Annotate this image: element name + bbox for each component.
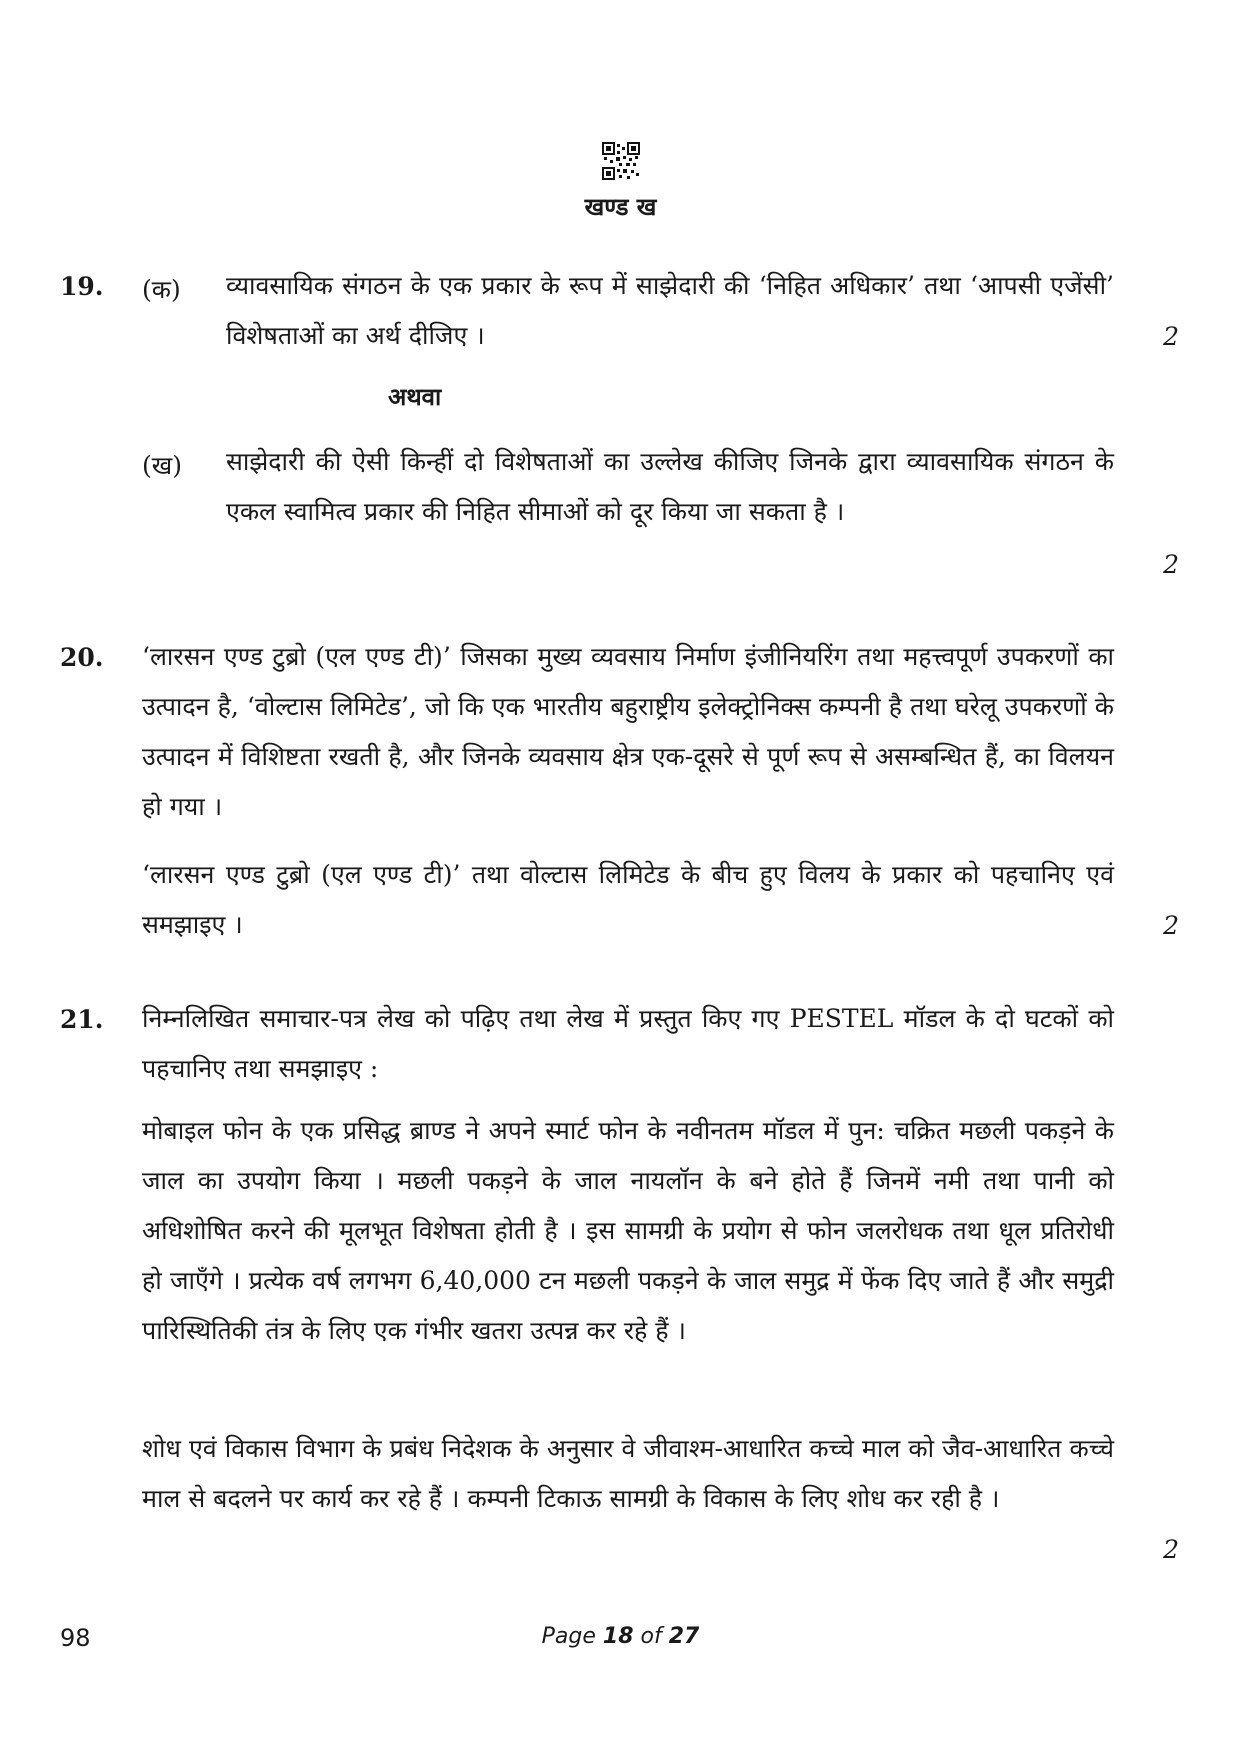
question-19-part-a-label: (क) xyxy=(142,275,181,304)
question-19-part-b-marks: 2 xyxy=(1163,550,1179,579)
question-21-intro: निम्नलिखित समाचार-पत्र लेख को पढ़िए तथा लेख में प्रस्तुत किए गए PESTEL मॉडल के दो घटकों को पहचानिए तथा समझाइए : xyxy=(142,1004,1114,1083)
question-19-part-b-text: साझेदारी की ऐसी किन्हीं दो विशेषताओं का उल्लेख कीजिए जिनके द्वारा व्यावसायिक संगठन के एकल स्वामित्व प्रकार की निहित सीमाओं को दूर किया जा सकता है । xyxy=(226,447,1114,526)
qr-code-icon xyxy=(602,142,640,180)
question-20-marks: 2 xyxy=(1163,911,1179,940)
question-21-article-paragraph-1: मोबाइल फोन के एक प्रसिद्ध ब्राण्ड ने अपने स्मार्ट फोन के नवीनतम मॉडल में पुन: चक्रित मछली पकड़ने के जाल का उपयोग किया । मछली पकड़ने के जाल नायलॉन के बने होते हैं जिनमें नमी तथा पानी को अधिशोषित करने की मूलभूत विशेषता होती है । इस सामग्री के प्रयोग से फोन जलरोधक तथा धूल प्रतिरोधी हो जाएँगे । प्रत्येक वर्ष लगभग 6,40,000 टन मछली पकड़ने के जाल समुद्र में फेंक दिए जाते हैं और समुद्री पारिस्थितिकी तंत्र के लिए एक गंभीर खतरा उत्पन्न कर रहे हैं । xyxy=(142,1116,1114,1345)
question-21-number: 21. xyxy=(60,1005,104,1034)
page-of: of xyxy=(640,1624,662,1649)
question-20-number: 20. xyxy=(60,643,104,672)
question-19-part-b-label: (ख) xyxy=(142,451,182,480)
question-19-part-a-text: व्यावसायिक संगठन के एक प्रकार के रूप में साझेदारी की ‘निहित अधिकार’ तथा ‘आपसी एजेंसी’ विशेषताओं का अर्थ दीजिए । xyxy=(226,271,1114,350)
section-title: खण्ड ख xyxy=(584,192,657,221)
page-word: Page xyxy=(541,1624,596,1649)
page-indicator xyxy=(0,1624,1241,1649)
question-20-paragraph-2: ‘लारसन एण्ड टुब्रो (एल एण्ड टी)’ तथा वोल्टास लिमिटेड के बीच हुए विलय के प्रकार को पहचानिए एवं समझाइए । xyxy=(142,860,1114,939)
question-19-number: 19. xyxy=(60,272,104,301)
question-19-part-a-marks: 2 xyxy=(1163,322,1179,351)
or-label: अथवा xyxy=(388,382,442,411)
question-21-marks: 2 xyxy=(1163,1535,1179,1564)
page-total: 27 xyxy=(668,1624,700,1649)
paper-code: 98 xyxy=(60,1624,91,1652)
question-21-article-paragraph-2: शोध एवं विकास विभाग के प्रबंध निदेशक के अनुसार वे जीवाश्म-आधारित कच्चे माल को जैव-आधारित कच्चे माल से बदलने पर कार्य कर रहे हैं । कम्पनी टिकाऊ सामग्री के विकास के लिए शोध कर रही है । xyxy=(142,1434,1114,1513)
question-20-paragraph-1: ‘लारसन एण्ड टुब्रो (एल एण्ड टी)’ जिसका मुख्य व्यवसाय निर्माण इंजीनियरिंग तथा महत्त्वपूर्ण उपकरणों का उत्पादन है, ‘वोल्टास लिमिटेड’, जो कि एक भारतीय बहुराष्ट्रीय इलेक्ट्रोनिक्स कम्पनी है तथा घरेलू उपकरणों के उत्पादन में विशिष्टता रखती है, और जिनके व्यवसाय क्षेत्र एक-दूसरे से पूर्ण रूप से असम्बन्धित हैं, का विलयन हो गया । xyxy=(142,642,1114,821)
page-current: 18 xyxy=(602,1624,634,1649)
